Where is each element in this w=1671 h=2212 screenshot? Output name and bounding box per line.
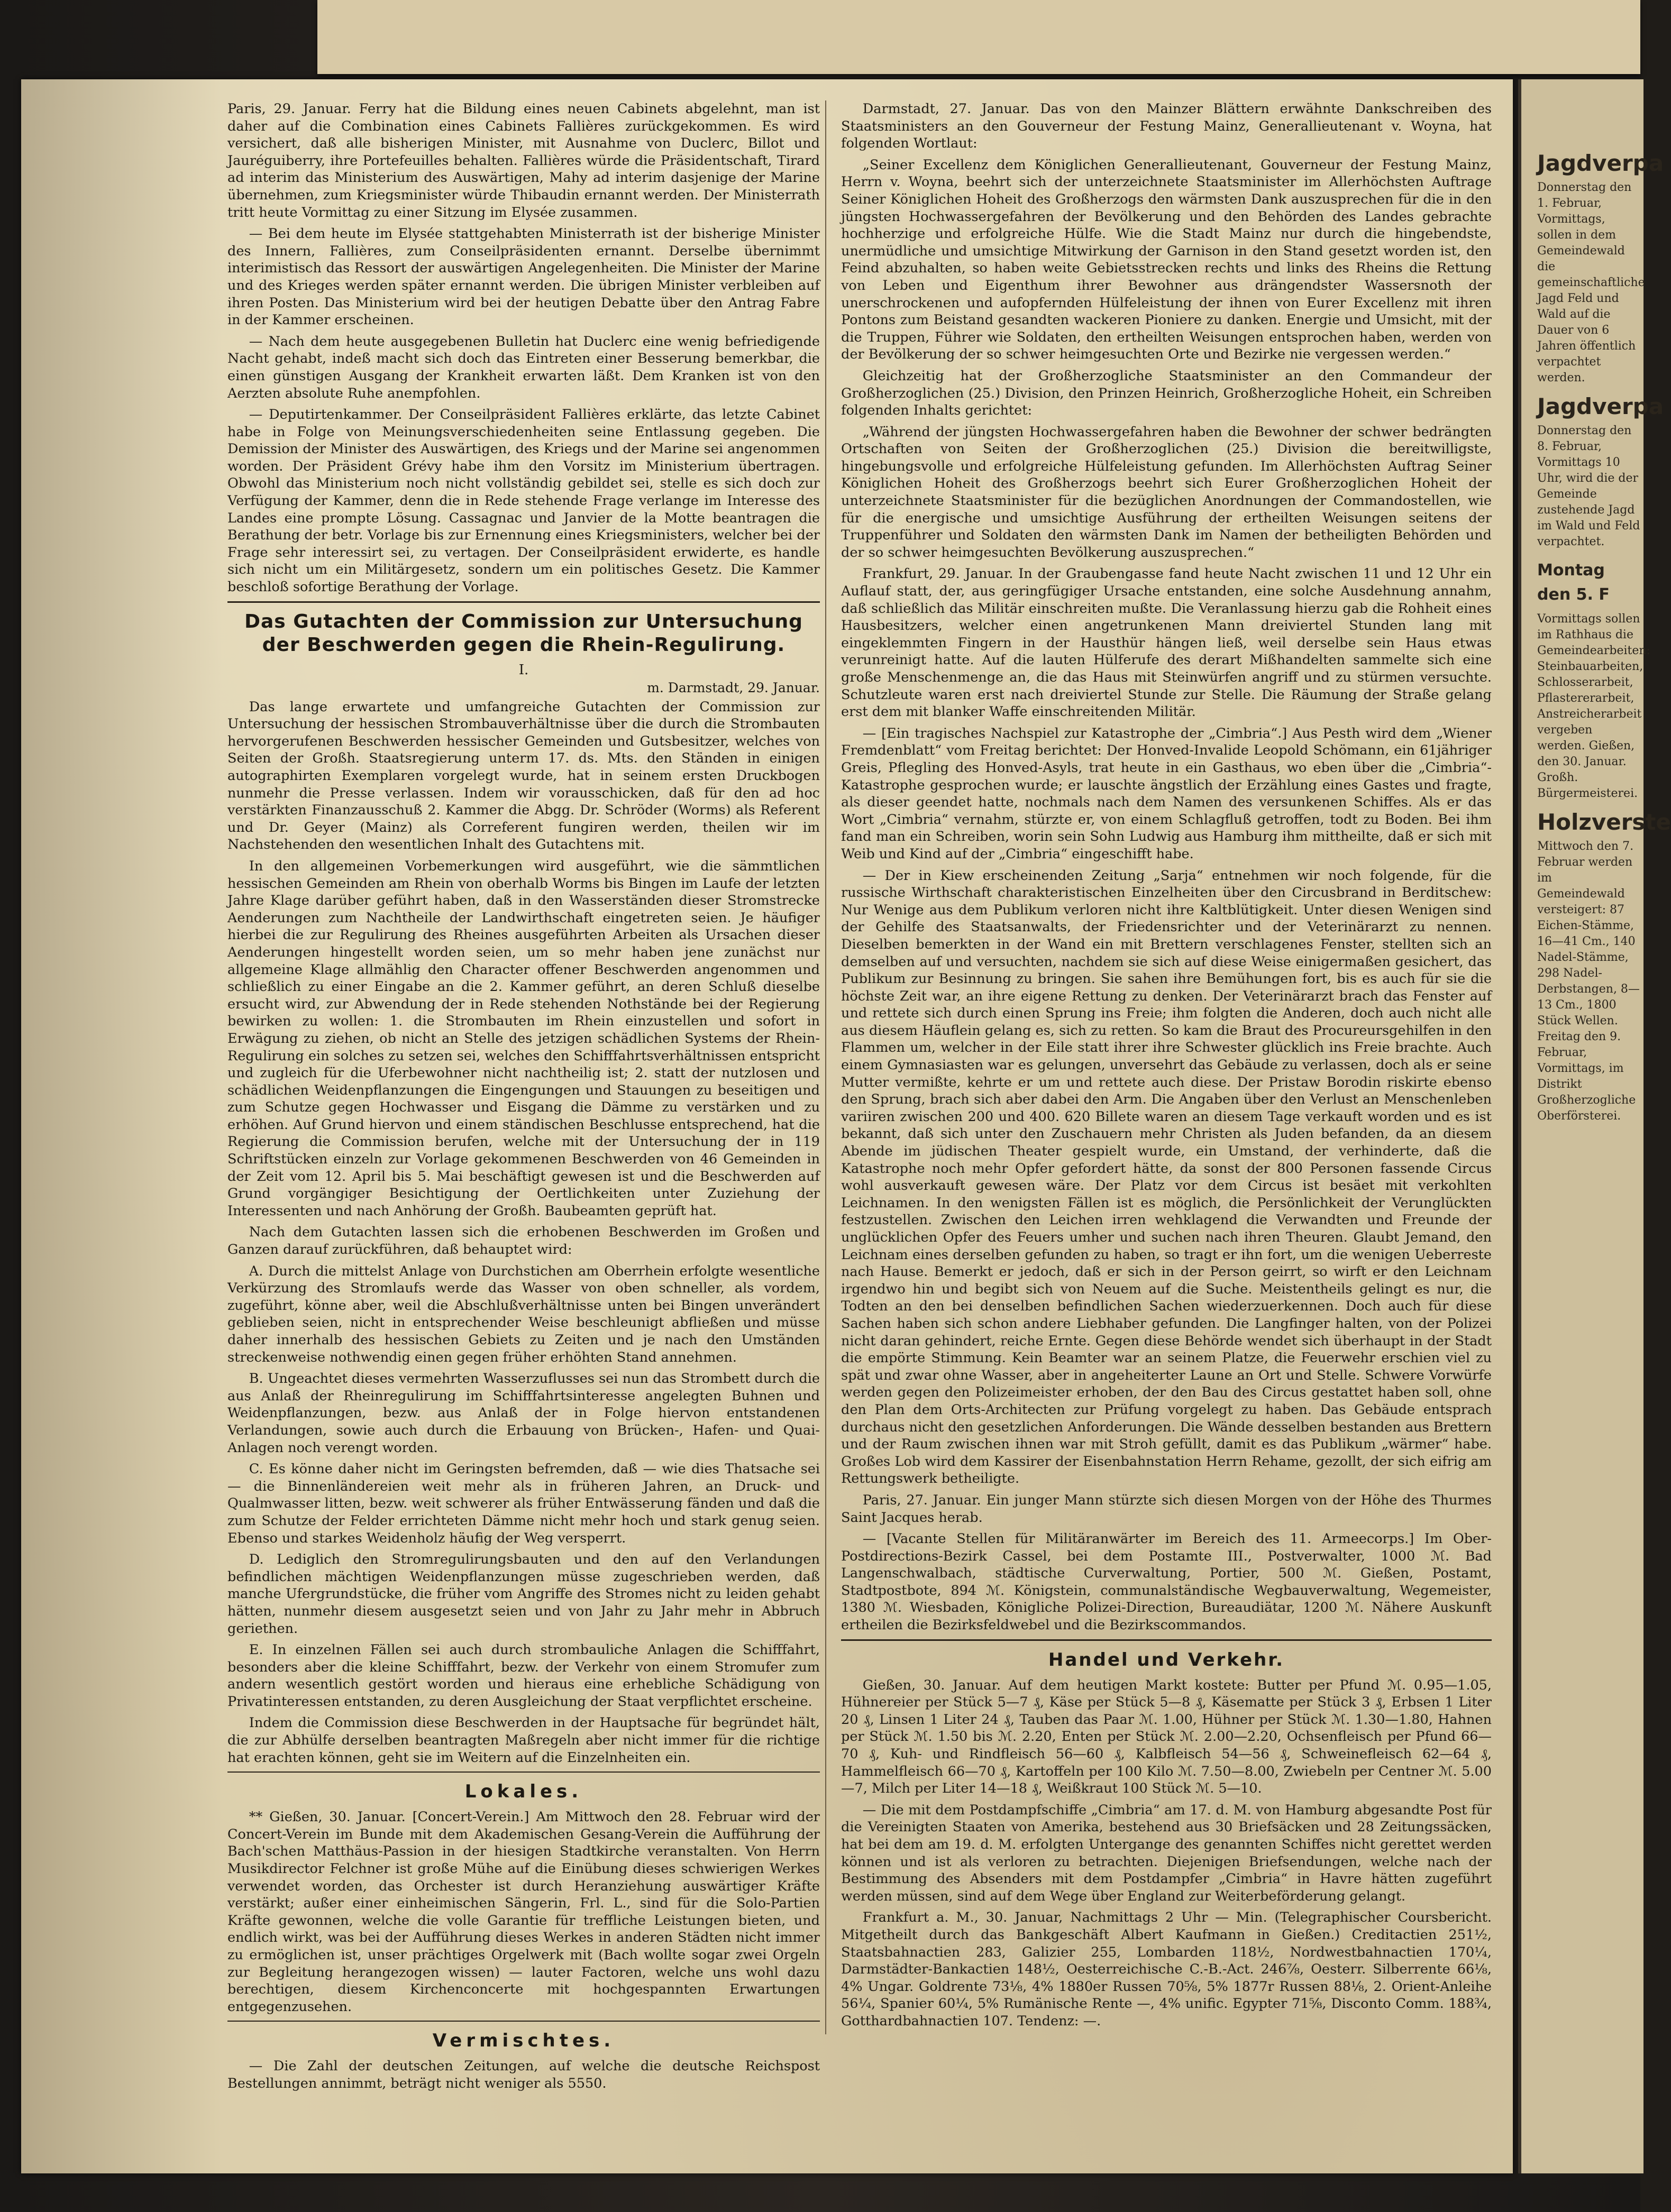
- article-paragraph: E. In einzelnen Fällen sei auch durch strombauliche Anlagen die Schifffahrt, besonders aber die kleine Schifffahrt, bezw. der Verkehr von einem Stromufer zum andern wesentlich gestört worden und hieraus eine erhebliche Schädigung von Privatinteressen entstanden, zu deren Ausgleichung der Staat verpflichtet erscheine.: [227, 1642, 820, 1710]
- binding-shadow: [21, 79, 222, 2173]
- lokales-paragraph: ** Gießen, 30. Januar. [Concert-Verein.] Am Mittwoch den 28. Februar wird der Concert-Verein im Bunde mit dem Akademischen Gesang-Verein die Aufführung der Bach'schen Matthäus-Passion in der hiesigen Stadtkirche veranstalten. Von Herrn Musikdirector Felchner ist große Mühe auf die Einübung dieses schwierigen Werkes verwendet worden, das Orchester ist durch Heranziehung auswärtiger Kräfte verstärkt; außer einer einheimischen Sängerin, Frl. L., sind für die Solo-Partien Kräfte gewonnen, welche die volle Garantie für treffliche Leistungen bieten, und endlich wirkt, was bei der Aufführung dieses Werkes in anderen Städten nicht immer zu ermöglichen ist, unser prächtiges Orgelwerk mit (Bach wollte sogar zwei Orgeln zur Begleitung herangezogen wissen) — lauter Factoren, welche uns wohl dazu berechtigen, diesem Kirchenconcerte mit hochgespannten Erwartungen entgegenzusehen.: [227, 1809, 820, 2015]
- article-paragraph: Nach dem Gutachten lassen sich die erhobenen Beschwerden im Großen und Ganzen darauf zurückführen, daß behauptet wird:: [227, 1224, 820, 1258]
- divider: [227, 2021, 820, 2022]
- section-heading-vermischtes: Vermischtes.: [432, 2030, 615, 2052]
- section-heading-handel: Handel und Verkehr.: [1048, 1649, 1285, 1671]
- article-paragraph: A. Durch die mittelst Anlage von Durchstichen am Oberrhein erfolgte wesentliche Verkürzung des Stromlaufs werde das Wasser von oben schneller, als vordem, zugeführt, könne aber, weil die Abschlußverhältnisse unten bei Bingen unverändert geblieben seien, nicht in entsprechender Weise beschleunigt abfließen und müsse daher innerhalb des hessischen Gebiets zu Zeiten und je nach den Umständen streckenweise nothwendig einen gegen früher erhöhten Stand annehmen.: [227, 1263, 820, 1365]
- article-paragraph: C. Es könne daher nicht im Geringsten befremden, daß — wie dies Thatsache sei — die Binnenländereien weit mehr als in früheren Jahren, an Druck- und Qualmwasser litten, bezw. weit schwerer als früher Entwässerung fänden und daß die zum Schutze der Felder errichteten Dämme nicht mehr hoch und stark genug seien. Ebenso und starkes Weidenholz häufig der Weg versperrt.: [227, 1461, 820, 1546]
- darmstadt-report: „Seiner Excellenz dem Königlichen Generallieutenant, Gouverneur der Festung Mainz, Herrn v. Woyna, beehrt sich der unterzeichnete Staatsminister im Allerhöchsten Auftrage Seiner Königlichen Hoheit des Großherzogs den wärmsten Dank auszusprechen für die in den jüngsten Hochwassergefahren der Bevölkerung und den Behörden des Landes gebrachte hochherzige und erfolgreiche Hülfe. Wie die Stadt Mainz nur durch die hingebendste, unermüdliche und umsichtige Mitwirkung der Garnison in den Stand gesetzt worden ist, den Feind abzuhalten, so haben weite Gebietsstrecken rechts und links des Rheins die Rettung von Leben und Eigenthum ihrer Bewohner aus drängendster Wassersnoth der unerschrockenen und aufopfernden Hülfeleistung der ihnen von Eurer Excellenz mit ihren Pontons zum Beistand gesandten wackeren Pioniere zu danken. Energie und Umsicht, mit der die Truppen, Führer wie Soldaten, den ertheilten Weisungen entsprochen haben, werden von der Bevölkerung der so schwer heimgesuchten Orte und Bezirke nie vergessen werden.“: [841, 157, 1492, 363]
- darmstadt-report: Darmstadt, 27. Januar. Das von den Mainzer Blättern erwähnte Dankschreiben des Staatsministers an den Gouverneur der Festung Mainz, Generallieutenant v. Woyna, hat folgenden Wortlaut:: [841, 101, 1492, 152]
- article-paragraph: D. Lediglich den Stromregulirungsbauten und den auf den Verlandungen befindlichen mächtigen Weidenpflanzungen müsse zugeschrieben werden, daß manche Ufergrundstücke, die früher vom Angriffe des Stromes nicht zu leiden gehabt hätten, nunmehr diesem ausgesetzt seien und von Jahr zu Jahr mehr in Abbruch geriethen.: [227, 1552, 820, 1637]
- article-dateline: m. Darmstadt, 29. Januar.: [647, 680, 820, 695]
- vacancies-notice: — [Vacante Stellen für Militäranwärter im Bereich des 11. Armeecorps.] Im Ober-Postdirections-Bezirk Cassel, bei dem Postamte III., Postverwalter, 1000 ℳ. Bad Langenschwalbach, städtische Curverwaltung, Portier, 500 ℳ. Gießen, Postamt, Stadtpostbote, 894 ℳ. Königstein, communalständische Wegbauverwaltung, Wegemeister, 1380 ℳ. Wiesbaden, Königliche Polizei-Direction, Bureaudiätar, 1200 ℳ. Nähere Auskunft ertheilen die Bezirksfeldwebel und die Bezirkscommandos.: [841, 1531, 1492, 1633]
- previous-page-edge: [317, 0, 1640, 74]
- stock-report: Frankfurt a. M., 30. Januar, Nachmittags 2 Uhr — Min. (Telegraphischer Coursbericht. Mitgetheilt durch das Bankgeschäft Albert Kaufmann in Gießen.) Creditactien 251½, Staatsbahnactien 283, Galizier 255, Lombarden 118½, Nordwestbahnactien 170¼, Darmstädter-Bankactien 148½, Oesterreichische C.-B.-Act. 246⅞, Oesterr. Silberrente 66⅛, 4% Ungar. Goldrente 73⅛, 4% 1880er Russen 70⅝, 5% 1877r Russen 88⅛, 2. Orient-Anleihe 56¼, Spanier 60¼, 5% Rumänische Rente —, 4% unific. Egypter 71⅝, Disconto Comm. 188¾, Gotthardbahnactien 107. Tendenz: —.: [841, 1910, 1492, 2029]
- article-paragraph: Das lange erwartete und umfangreiche Gutachten der Commission zur Untersuchung der hessischen Strombauverhältnisse über die durch die Strombauten hervorgerufenen Beschwerden hessischer Gemeinden und Gutsbesitzer, welches von Seiten der Großh. Staatsregierung unterm 17. ds. Mts. den Ständen in einigen autographirten Exemplaren vorgelegt wurde, hat in seinem ersten Druckbogen nunmehr die Presse verlassen. Indem wir vorausschicken, daß für den ad hoc verstärkten Finanzausschuß 2. Kammer die Abgg. Dr. Schröder (Worms) als Referent und Dr. Geyer (Mainz) als Correferent fungiren werden, theilen wir im Nachstehenden den wesentlichen Inhalt des Gutachtens mit.: [227, 699, 820, 853]
- paris-report: — Bei dem heute im Elysée stattgehabten Ministerrath ist der bisherige Minister des Innern, Fallières, zum Conseilpräsidenten ernannt. Derselbe übernimmt interimistisch das Ressort der auswärtigen Angelegenheiten. Die Minister der Marine und des Krieges werden später ernannt werden. Die übrigen Minister verbleiben auf ihren Posten. Das Ministerium wird bei der heutigen Debatte über den Antrag Fabre in der Kammer erscheinen.: [227, 226, 820, 328]
- divider: [227, 1772, 820, 1773]
- cimbria-report: — [Ein tragisches Nachspiel zur Katastrophe der „Cimbria“.] Aus Pesth wird dem „Wiener Fremdenblatt“ vom Freitag berichtet: Der Honved-Invalide Leopold Schömann, ein 61jähriger Greis, Pflegling des Honved-Asyls, trat heute in ein Gasthaus, wo eben über die „Cimbria“-Katastrophe gesprochen wurde; er lauschte ängstlich der Erzählung eines Gastes und fragte, als dieser geendet hatte, nochmals nach dem Namen des versunkenen Schiffes. Als er das Wort „Cimbria“ vernahm, stürzte er, von einem Schlagfluß getroffen, todt zu Boden. Bei ihm fand man ein Schreiben, worin sein Sohn Ludwig aus Hamburg ihm mittheilte, daß er sich mit Weib und Kind auf der „Cimbria“ eingeschifft habe.: [841, 725, 1492, 862]
- ad-heading: Jagdverpa: [1537, 393, 1664, 419]
- adjacent-page-strip: [1518, 79, 1671, 2173]
- ad-text: Donnerstag den 1. Februar, Vormittags, sollen in dem Gemeindewald die gemeinschaftliche Jagd Feld und Wald auf die Dauer von 6 Jahren öffentlich verpachtet werden.: [1537, 181, 1645, 384]
- paris-report: — Deputirtenkammer. Der Conseilpräsident Fallières erklärte, das letzte Cabinet habe in Folge von Meinungsverschiedenheiten seine Entlassung gegeben. Die Demission der Minister des Auswärtigen, des Kriegs und der Marine sei angenommen worden. Der Präsident Grévy habe ihm den Vorsitz im Ministerium übertragen. Obwohl das Ministerium noch nicht vollständig gebildet sei, stelle es sich doch zur Verfügung der Kammer, denn die in Rede stehende Frage verlange im Interesse des Landes eine prompte Lösung. Cassagnac und Janvier de la Motte beantragen die Berathung der betr. Vorlage bis zur Ernennung eines Kriegsministers, welcher bei der Frage sehr interessirt sei, zu vertagen. Der Conseilpräsident erwiderte, es handle sich nicht um ein Militärgesetz, sondern um ein politisches Gesetz. Die Kammer beschloß sofortige Berathung der Vorlage.: [227, 407, 820, 595]
- darmstadt-report: „Während der jüngsten Hochwassergefahren haben die Bewohner der schwer bedrängten Ortschaften von Seiten der Großherzoglichen (25.) Division die bereitwilligste, hingebungsvolle und erfolgreiche Hülfeleistung gefunden. Im Allerhöchsten Auftrag Seiner Königlichen Hoheit des Großherzogs beehrt sich Eurer Großherzoglichen Hoheit der unterzeichnete Staatsminister für die bezüglichen Anordnungen der Commandostellen, wie für die energische und umsichtige Ausführung der ertheilten Weisungen seitens der Truppenführer und Soldaten den wärmsten Dank im Namen der betheiligten Behörden und der so schwer heimgesuchten Bevölkerung auszusprechen.“: [841, 424, 1492, 561]
- right-column: [825, 100, 1492, 2034]
- divider: [227, 601, 820, 603]
- vermischtes-paragraph: — Die Zahl der deutschen Zeitungen, auf welche die deutsche Reichspost Bestellungen annimmt, beträgt nicht weniger als 5550.: [227, 2058, 820, 2091]
- article-paragraph: In den allgemeinen Vorbemerkungen wird ausgeführt, wie die sämmtlichen hessischen Gemeinden am Rhein von oberhalb Worms bis Bingen im Laufe der letzten Jahre Klage darüber geführt haben, daß in den Wasserständen dieser Stromstrecke Aenderungen zum Nachtheile der Landwirthschaft eingetreten seien. Je häufiger hierbei die zur Regulirung des Rheines ausgeführten Arbeiten als Ursachen dieser Aenderungen hingestellt worden seien, um so mehr haben jene zunächst nur allgemeine Klage allmählig den Character offener Beschwerden angenommen und schließlich zu einer Eingabe an die 2. Kammer geführt, an deren Schluß dieselbe ersucht wird, zur Abwendung der in Rede stehenden Nothstände bei der Regierung bewirken zu wollen: 1. die Strombauten im Rhein einzustellen und sofort in Erwägung zu ziehen, ob nicht an Stelle des jetzigen schädlichen Systems der Rhein-Regulirung ein solches zu setzen sei, welches den Schifffahrtsverhältnissen entspricht und zugleich für die Uferbewohner nicht nachtheilig ist; 2. statt der nutzlosen und schädlichen Weidenpflanzungen die Eingengungen und Stauungen zu beseitigen und zum Schutze gegen Hochwasser und Eisgang die Dämme zu verstärken und zu erhöhen. Auf Grund hiervon und einem ständischen Beschlusse entsprechend, hat die Regierung die Commission berufen, welche mit der Untersuchung der in 119 Schriftstücken einzeln zur Vorlage gekommenen Beschwerden von 46 Gemeinden in der Zeit vom 12. April bis 5. Mai beschäftigt gewesen ist und die Beschwerden auf Grund vorgängiger Besichtigung der Oertlichkeiten unter Zuziehung der Interessenten und nach Anhörung der Großh. Baubeamten geprüft hat.: [227, 858, 820, 1219]
- article-part-number: I.: [518, 662, 529, 678]
- darmstadt-report: Gleichzeitig hat der Großherzogliche Staatsminister an den Commandeur der Großherzoglichen (25.) Division, den Prinzen Heinrich, Großherzogliche Hoheit, ein Schreiben folgenden Inhalts gerichtet:: [841, 368, 1492, 419]
- section-heading-lokales: Lokales.: [464, 1781, 583, 1803]
- ad-heading: Jagdverpa: [1537, 150, 1664, 176]
- ad-heading: Holzverste: [1537, 809, 1671, 835]
- ad-text: Donnerstag den 8. Februar, Vormittags 10 Uhr, wird die der Gemeinde zustehende Jagd im Wald und Feld verpachtet.: [1537, 424, 1640, 548]
- ad-heading: Montag den 5. F: [1537, 561, 1610, 604]
- post-notice: — Die mit dem Postdampfschiffe „Cimbria“ am 17. d. M. von Hamburg abgesandte Post für die Vereinigten Staaten von Amerika, bestehend aus 30 Briefsäcken und 28 Zeitungssäcken, hat bei dem am 19. d. M. erfolgten Untergange des genannten Schiffes nicht gerettet werden können und ist als verloren zu betrachten. Diejenigen Briefsendungen, welche nach der Bestimmung des Absenders mit dem Postdampfer „Cimbria“ in Havre hätten zugeführt werden müssen, sind auf dem Wege über England zur Weiterbeförderung gelangt.: [841, 1802, 1492, 1904]
- paris-short-report: Paris, 27. Januar. Ein junger Mann stürzte sich diesen Morgen von der Höhe des Thurmes Saint Jacques herab.: [841, 1492, 1492, 1526]
- ad-text: Mittwoch den 7. Februar werden im Gemeindewald versteigert: 87 Eichen-Stämme, 16—41 Cm., 140 Nadel-Stämme, 298 Nadel-Derbstangen, 8—13 Cm., 1800 Stück Wellen. Freitag den 9. Februar, Vormittags, im Distrikt Großherzogliche Oberförsterei.: [1537, 840, 1640, 1123]
- divider: [841, 1639, 1492, 1641]
- left-column: [227, 100, 820, 2097]
- article-paragraph: Indem die Commission diese Beschwerden in der Hauptsache für begründet hält, die zur Abhülfe derselben beantragten Maßregeln aber nicht immer für die richtige hat erachten können, geht sie im Weitern auf die Einzelnheiten ein.: [227, 1715, 820, 1766]
- kiew-report: — Der in Kiew erscheinenden Zeitung „Sarja“ entnehmen wir noch folgende, für die russische Wirthschaft charakteristischen Einzelheiten über den Circusbrand in Berditschew: Nur Wenige aus dem Publikum verloren nicht ihre Kaltblütigkeit. Unter diesen Wenigen sind der Gehilfe des Staatsanwalts, der Friedensrichter und der Veterinärarzt zu nennen. Dieselben bemerkten in der Wand ein mit Brettern verschlagenes Fenster, stellten sich an demselben auf und versuchten, nachdem sie sich auf diese Weise einigermaßen gesichert, das Publikum zur Besinnung zu bringen. Sie sahen ihre Bemühungen fort, bis es auch für sie die höchste Zeit war, an ihre eigene Rettung zu denken. Der Veterinärarzt brach das Fenster auf und rettete sich durch einen Sprung ins Freie; ihm folgten die Anderen, doch auch nicht alle aus diesem Häuflein gelang es, sich zu retten. So kam die Braut des Procureursgehilfen in den Flammen um, welcher in der Eile statt ihrer ihre Schwester glücklich ins Freie brachte. Auch einem Gymnasiasten war es gelungen, unversehrt das Gebäude zu verlassen, doch als er seine Mutter vermißte, kehrte er um und rettete auch diese. Der Pristaw Borodin riskirte ebenso den Sprung, brach sich aber dabei den Arm. Die Angaben über den Verlust an Menschenleben variiren zwischen 200 und 400. 620 Billete waren an diesem Tage verkauft worden und es ist bekannt, daß sich unter den Zuschauern mehr Christen als Juden befanden, da an diesem Abende im jüdischen Theater gespielt wurde, ein Umstand, der verhinderte, daß die Katastrophe noch mehr Opfer gefordert hätte, da sonst der 800 Personen fassende Circus wohl ausverkauft gewesen wäre. Der Platz vor dem Circus ist besäet mit verkohlten Leichnamen. In den wenigsten Fällen ist es möglich, die Persönlichkeit der Verunglückten festzustellen. Zwischen den Leichen irren wehklagend die Verwandten und Freunde der unglücklichen Opfer des Feuers umher und suchen nach ihren Theuren. Glaubt Jemand, den Leichnam eines derselben gefunden zu haben, so tragt er ihn fort, um die wenigen Ueberreste nach Hause. Bemerkt er jedoch, daß er sich in der Person geirrt, so wirft er den Leichnam irgendwo hin und begibt sich von Neuem auf die Suche. Meistentheils gelingt es nur, die Todten an den bei denselben befindlichen Sachen wiederzuerkennen. Doch auch für diese Sachen haben sich schon andere Liebhaber gefunden. Die Langfinger halten, von der Polizei nicht daran gehindert, reiche Ernte. Gegen diese Behörde wendet sich überhaupt in der Stadt die empörte Stimmung. Kein Beamter war an seinem Platze, die Feuerwehr erschien viel zu spät und zwar ohne Wasser, aber in angeheiterter Laune an Ort und Stelle. Schwere Vorwürfe werden gegen den Polizeimeister erhoben, der den Bau des Circus gestattet haben soll, ohne den Plan dem Orts-Architecten zur Prüfung vorgelegt zu haben. Das Gebäude entsprach durchaus nicht den gesetzlichen Anforderungen. Die Wände desselben bestanden aus Brettern und der Raum zwischen ihnen war mit Stroh gefüllt, damit es das Publikum „wärmer“ habe. Großes Lob wird dem Kassirer der Eisenbahnstation Herrn Rehame, gezollt, der sich eifrig am Rettungswerk betheiligte.: [841, 867, 1492, 1487]
- paris-report: — Nach dem heute ausgegebenen Bulletin hat Duclerc eine wenig befriedigende Nacht gehabt, indeß macht sich doch das Eintreten einer Besserung bemerkbar, die einen günstigen Ausgang der Krankheit erwarten läßt. Dem Kranken ist von den Aerzten absolute Ruhe anempfohlen.: [227, 333, 820, 401]
- article-headline: Das Gutachten der Commission zur Untersuchung der Beschwerden gegen die Rhein-Regulirung.: [244, 610, 803, 656]
- frankfurt-report: Frankfurt, 29. Januar. In der Graubengasse fand heute Nacht zwischen 11 und 12 Uhr ein Auflauf statt, der, aus geringfügiger Ursache entstanden, eine solche Ausdehnung annahm, daß schließlich das Militär einschreiten mußte. Die Veranlassung hierzu gab die Rohheit eines Hausbesitzers, welcher einen angetrunkenen Mann dreiviertel Stunden lang mit eingeklemmten Fingern in der Hausthür hängen ließ, weil derselbe sein Haus etwas verunreinigt hatte. Auf die lauten Hülferufe des derart Mißhandelten sammelte sich eine große Menschenmenge an, die das Haus mit Steinwürfen angriff und zu stürmen versuchte. Schutzleute waren erst nach dreiviertel Stunde zur Stelle. Die Räumung der Straße gelang erst dem mit blanker Waffe einschreitenden Militär.: [841, 566, 1492, 720]
- ad-text: Vormittags sollen im Rathhaus die Gemeindearbeiten: Steinbauarbeiten, Schlosserarbeit, Pflastererarbeit, Anstreicherarbeit vergeben werden. Gießen, den 30. Januar. Großh. Bürgermeisterei.: [1537, 612, 1650, 800]
- article-paragraph: B. Ungeachtet dieses vermehrten Wasserzuflusses sei nun das Strombett durch die aus Anlaß der Rheinregulirung im Schifffahrtsinteresse angelegten Buhnen und Weidenpflanzungen, bezw. aus Anlaß der in Folge hiervon entstandenen Verlandungen, sowie auch durch die Erbauung von Brücken-, Hafen- und Quai-Anlagen noch verengt worden.: [227, 1371, 820, 1456]
- adjacent-page-text: [1537, 143, 1671, 1124]
- paris-report: Paris, 29. Januar. Ferry hat die Bildung eines neuen Cabinets abgelehnt, man ist daher auf die Combination eines Cabinets Fallières zurückgekommen. Es wird versichert, daß alle bisherigen Minister, mit Ausnahme von Duclerc, Billot und Jauréguiberry, ihre Portefeuilles behalten. Fallières würde die Präsidentschaft, Tirard ad interim das Ministerium des Auswärtigen, Mahy ad interim dasjenige der Marine übernehmen, zum Kriegsminister würde Thibaudin ernannt werden. Der Ministerrath tritt heute Vormittag zu einer Sitzung im Elysée zusammen.: [227, 101, 820, 221]
- market-prices: Gießen, 30. Januar. Auf dem heutigen Markt kostete: Butter per Pfund ℳ. 0.95—1.05, Hühnereier per Stück 5—7 ₰, Käse per Stück 5—8 ₰, Käsematte per Stück 3 ₰, Erbsen 1 Liter 20 ₰, Linsen 1 Liter 24 ₰, Tauben das Paar ℳ. 1.00, Hühner per Stück ℳ. 1.30—1.80, Hahnen per Stück ℳ. 1.50 bis ℳ. 2.20, Enten per Stück ℳ. 2.00—2.20, Ochsenfleisch per Pfund 66—70 ₰, Kuh- und Rindfleisch 56—60 ₰, Kalbfleisch 54—56 ₰, Schweinefleisch 62—64 ₰, Hammelfleisch 66—70 ₰, Kartoffeln per 100 Kilo ℳ. 7.50—8.00, Zwiebeln per Centner ℳ. 5.00—7, Milch per Liter 14—18 ₰, Weißkraut 100 Stück ℳ. 5—10.: [841, 1677, 1492, 1797]
